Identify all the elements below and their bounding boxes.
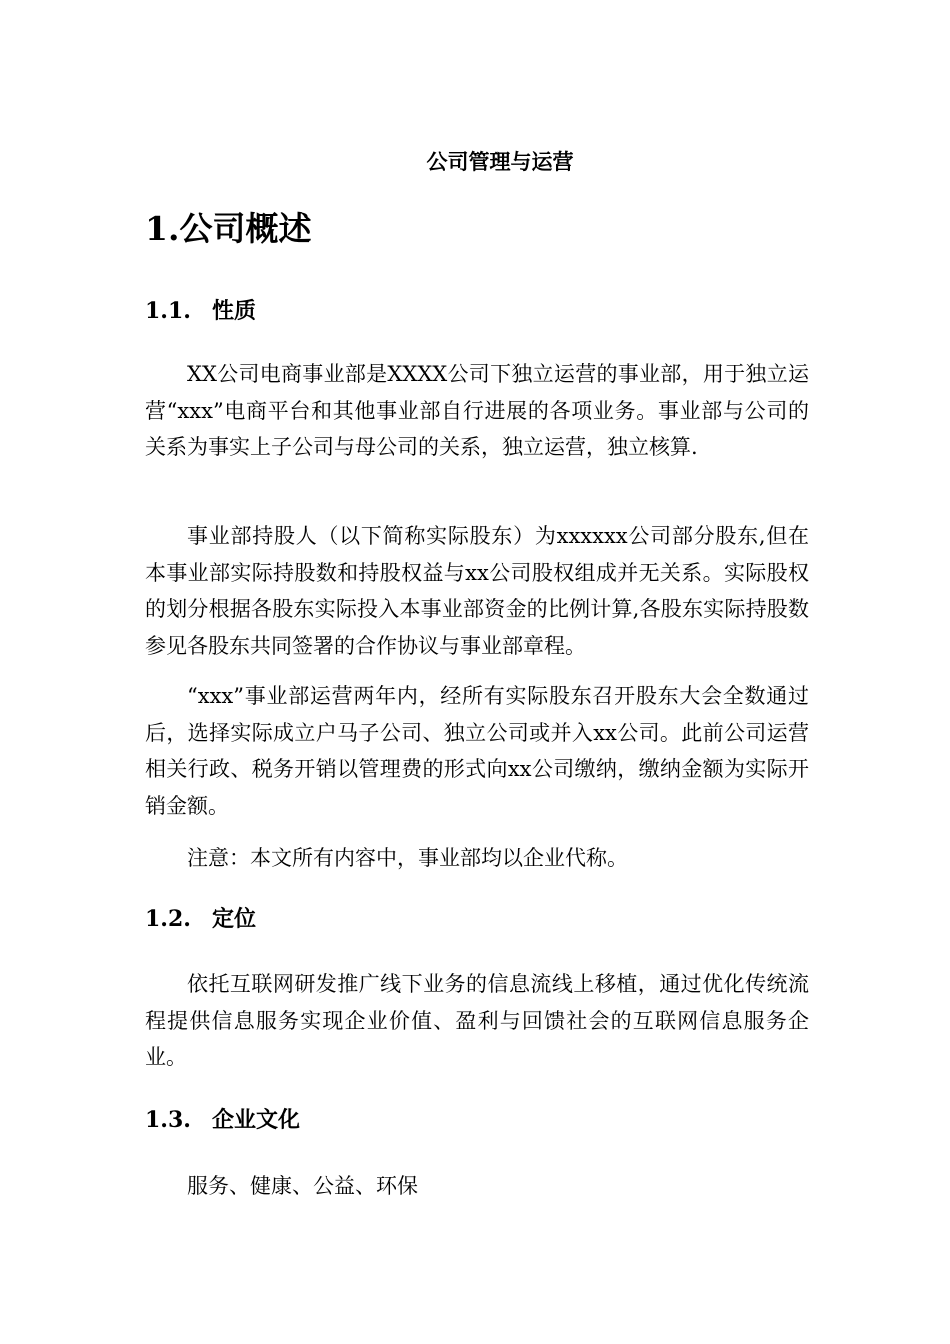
- section-number: 1.3.: [145, 1107, 191, 1133]
- section-title: 企业文化: [212, 1107, 301, 1133]
- paragraph-nature-2: 事业部持股人（以下简称实际股东）为xxxxxx公司部分股东,但在本事业部实际持股数和持股权益与xx公司股权组成并无关系。实际股权的划分根据各股东实际投入本事业部资金的比例计算,各股东实际持股数参见各股东共同签署的合作协议与事业部章程。: [145, 524, 809, 659]
- section-heading-positioning: [145, 902, 256, 936]
- document-title: 公司管理与运营: [426, 149, 574, 174]
- chapter-number: 1.: [145, 209, 180, 248]
- paragraph-positioning: 依托互联网研发推广线下业务的信息流线上移植，通过优化传统流程提供信息服务实现企业价值、盈利与回馈社会的互联网信息服务企业。: [145, 972, 809, 1070]
- chapter-title: 公司概述: [179, 209, 312, 248]
- section-heading-culture: [145, 1103, 300, 1137]
- paragraph-nature-note: 注意：本文所有内容中，事业部均以企业代称。: [187, 846, 628, 870]
- section-title: 性质: [212, 298, 257, 324]
- section-number: 1.2.: [145, 906, 191, 932]
- section-heading-nature: [145, 294, 256, 328]
- chapter-heading: [145, 204, 311, 254]
- paragraph-nature-3: “xxx”事业部运营两年内，经所有实际股东召开股东大会全数通过后，选择实际成立户马子公司、独立公司或并入xx公司。此前公司运营相关行政、税务开销以管理费的形式向xx公司缴纳，缴纳金额为实际开销金额。: [145, 684, 809, 819]
- paragraph-nature-1: XX公司电商事业部是XXXX公司下独立运营的事业部，用于独立运营“xxx”电商平台和其他事业部自行进展的各项业务。事业部与公司的关系为事实上子公司与母公司的关系，独立运营，独立核算.: [145, 362, 809, 460]
- section-title: 定位: [212, 906, 257, 932]
- section-number: 1.1.: [145, 298, 191, 324]
- paragraph-culture: 服务、健康、公益、环保: [187, 1174, 418, 1198]
